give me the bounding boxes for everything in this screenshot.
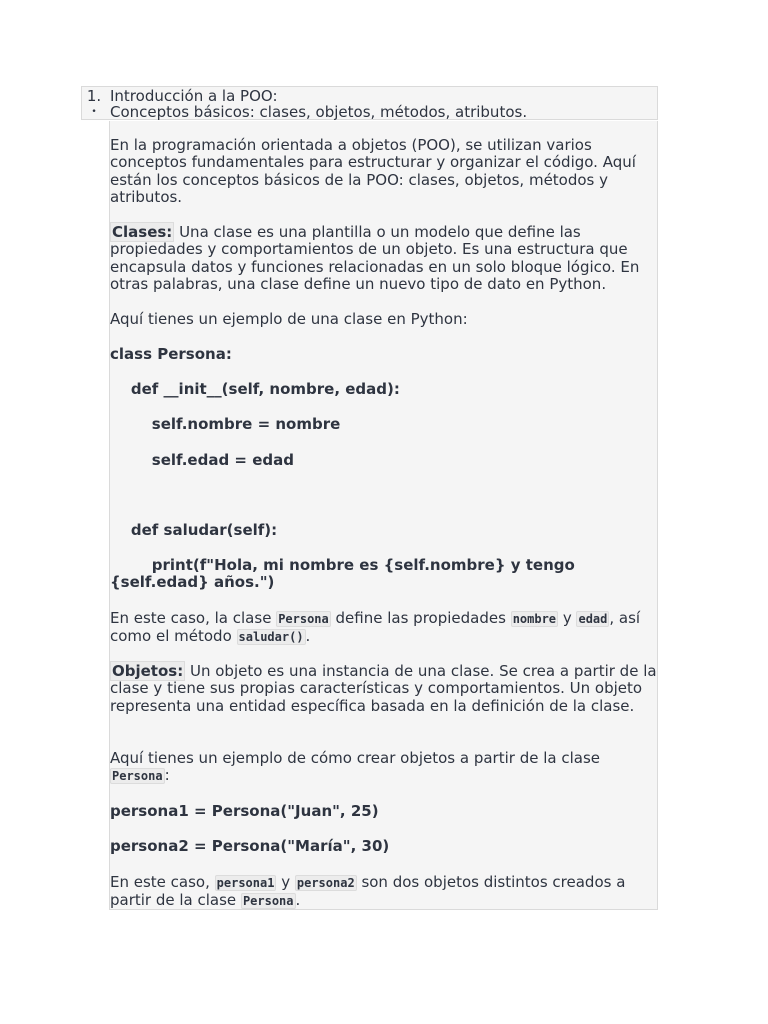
content-box	[109, 121, 658, 910]
clases-summary	[110, 610, 659, 647]
summary-text: y	[558, 609, 577, 627]
summary-text: En este caso,	[110, 873, 215, 891]
inline-code: saludar()	[238, 630, 304, 645]
inline-code: edad	[578, 612, 608, 626]
objetos-term: Objetos:	[112, 662, 184, 680]
clases-term: Clases:	[112, 223, 173, 241]
objetos-text: Un objeto es una instancia de una clase. Se crea a partir de la clase y tiene sus propias características y comportamientos. Un objeto representa una entidad específica basada en la definición de la clase.	[110, 662, 657, 715]
code-line: persona2 = Persona("María", 30)	[110, 837, 390, 855]
summary-text: son dos objetos distintos creados a partir de la clase	[110, 873, 626, 910]
clases-example-intro: Aquí tienes un ejemplo de una clase en Python:	[110, 310, 468, 328]
summary-text: y	[276, 873, 295, 891]
summary-text: En este caso, la clase	[110, 609, 277, 627]
toc-box	[81, 86, 658, 120]
code-line: self.nombre = nombre	[110, 415, 341, 433]
toc-item-1-number: 1.	[86, 87, 102, 105]
inline-code: Persona	[278, 612, 329, 626]
code-line: print(f"Hola, mi nombre es {self.nombre} y tengo	[110, 556, 575, 574]
intro-paragraph: En la programación orientada a objetos (POO), se utilizan varios conceptos fundamentales para estructurar y organizar el código. Aquí están los conceptos básicos de la POO: clases, objetos, métodos y atributos.	[110, 136, 636, 207]
clases-text: Una clase es una plantilla o un modelo que define las propiedades y comportamientos de un objeto. Es una estructura que encapsula datos y funciones relacionadas en un solo bloque lógico. En otras palabras, una clase define un nuevo tipo de dato en Python.	[110, 223, 640, 294]
code-line: def __init__(self, nombre, edad):	[110, 380, 400, 398]
summary-text: , así como el método	[110, 609, 641, 646]
summary-text: .	[295, 891, 301, 910]
objetos-paragraph	[110, 663, 659, 715]
example-intro-text: Aquí tienes un ejemplo de cómo crear objetos a partir de la clase	[110, 749, 601, 767]
code-line: class Persona:	[110, 345, 232, 363]
example-intro-end: :	[164, 766, 170, 785]
summary-text: define las propiedades	[330, 609, 511, 627]
code-line: def saludar(self):	[110, 521, 278, 539]
toc-bullet: •	[91, 107, 97, 117]
clases-paragraph	[110, 224, 659, 294]
summary-text: .	[305, 627, 311, 646]
inline-code: nombre	[512, 612, 557, 626]
code-line: self.edad = edad	[110, 451, 294, 469]
code-line: {self.edad} años.")	[110, 573, 275, 591]
inline-code: persona2	[296, 876, 355, 890]
code-line: persona1 = Persona("Juan", 25)	[110, 802, 379, 820]
inline-code: Persona	[112, 769, 163, 784]
inline-code: Persona	[242, 894, 294, 909]
objetos-summary	[110, 874, 659, 911]
toc-item-1-text: Introducción a la POO:	[110, 87, 278, 105]
objetos-example-intro	[110, 750, 659, 786]
toc-item-2-text: Conceptos básicos: clases, objetos, métodos, atributos.	[110, 103, 528, 121]
inline-code: persona1	[216, 876, 275, 890]
